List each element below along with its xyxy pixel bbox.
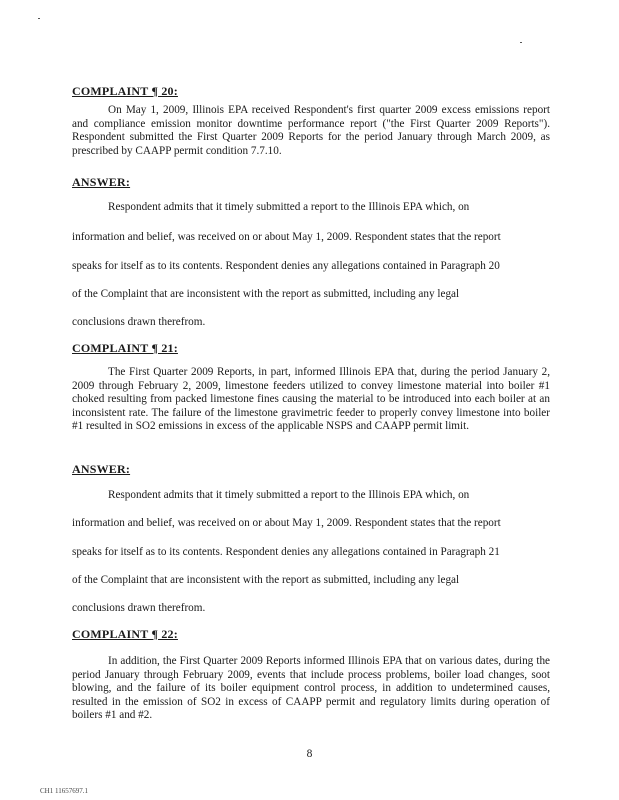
complaint-21-text: The First Quarter 2009 Reports, in part, informed Illinois EPA that, during the period January 2, 2009 through February 2, 2009, limestone feeders utilized to convey limestone material into boiler #1 choked resulting from packed limestone fines causing the material to be introduced into each boiler at an inconsistent rate. The failure of the limestone gravimetric feeder to properly convey limestone into boiler #1 resulted in SO2 emissions in excess of the applicable NSPS and CAAPP permit limit. — [72, 366, 550, 433]
answer-20-line: Respondent admits that it timely submitted a report to the Illinois EPA which, on — [108, 201, 470, 213]
complaint-21-heading: COMPLAINT ¶ 21: — [72, 341, 178, 355]
answer-21-line: conclusions drawn therefrom. — [72, 602, 206, 614]
answer-20-line: information and belief, was received on or about May 1, 2009. Respondent states that the report — [72, 231, 501, 243]
complaint-20-heading: COMPLAINT ¶ 20: — [72, 84, 178, 98]
answer-21-line: information and belief, was received on or about May 1, 2009. Respondent states that the report — [72, 517, 501, 529]
answer-20-line: conclusions drawn therefrom. — [72, 316, 206, 328]
footer-document-code: CH1 11657697.1 — [40, 787, 88, 795]
complaint-20-text: On May 1, 2009, Illinois EPA received Respondent's first quarter 2009 excess emissions report and compliance emission monitor downtime performance report ("the First Quarter 2009 Reports"). Respondent submitted the First Quarter 2009 Reports for the period January through March 2009, as prescribed by CAAPP permit condition 7.7.10. — [72, 104, 550, 157]
scan-speck — [520, 42, 522, 43]
answer-20-line: speaks for itself as to its contents. Respondent denies any allegations contained in Paragraph 20 — [72, 260, 500, 272]
answer-21-line: speaks for itself as to its contents. Respondent denies any allegations contained in Paragraph 21 — [72, 546, 500, 558]
answer-21-heading: ANSWER: — [72, 462, 131, 476]
scan-speck — [38, 18, 40, 19]
answer-21-line: of the Complaint that are inconsistent with the report as submitted, including any legal — [72, 574, 460, 586]
page-number: 8 — [306, 748, 313, 760]
complaint-22-text: In addition, the First Quarter 2009 Reports informed Illinois EPA that on various dates, during the period January through February 2009, events that include process problems, boiler load changes, soot blowing, and the failure of its boiler equipment control process, in addition to undetermined causes, resulted in the emission of SO2 in excess of CAAPP permit and regulatory limits during operation of boilers #1 and #2. — [72, 655, 550, 722]
answer-20-heading: ANSWER: — [72, 175, 131, 189]
answer-21-line: Respondent admits that it timely submitted a report to the Illinois EPA which, on — [108, 489, 470, 501]
answer-20-line: of the Complaint that are inconsistent with the report as submitted, including any legal — [72, 288, 460, 300]
complaint-22-heading: COMPLAINT ¶ 22: — [72, 627, 178, 641]
